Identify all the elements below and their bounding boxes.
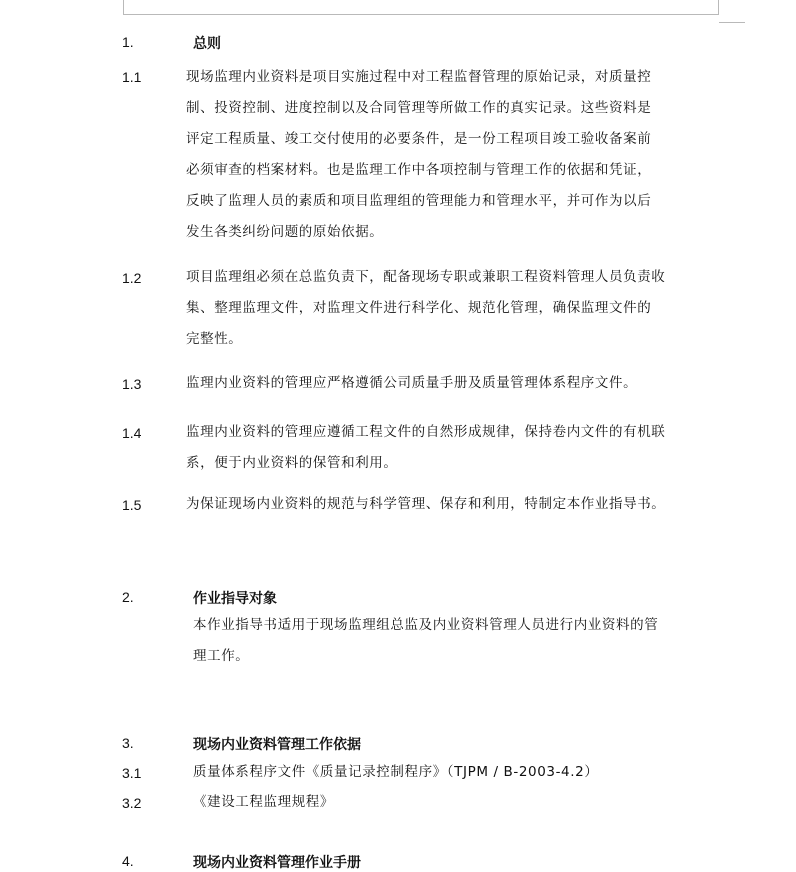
item-number: 1.5 — [122, 497, 142, 513]
margin-mark-left-vertical — [123, 0, 124, 15]
paragraph-line: 制、投资控制、进度控制以及合同管理等所做工作的真实记录。这些资料是 — [186, 100, 652, 116]
section-heading: 现场内业资料管理作业手册 — [193, 855, 361, 871]
paragraph-line: 质量体系程序文件《质量记录控制程序》（TJPM / B-2003-4.2） — [193, 764, 599, 780]
paragraph-line: 系，便于内业资料的保管和利用。 — [186, 455, 398, 471]
paragraph — [186, 62, 720, 248]
item-number: 3.1 — [122, 765, 142, 781]
section-heading: 作业指导对象 — [193, 591, 277, 607]
paragraph — [186, 489, 720, 520]
paragraph-line: 本作业指导书适用于现场监理组总监及内业资料管理人员进行内业资料的管 — [193, 617, 659, 633]
paragraph-line: 理工作。 — [193, 648, 250, 664]
paragraph-line: 监理内业资料的管理应严格遵循公司质量手册及质量管理体系程序文件。 — [186, 375, 638, 391]
section-number: 2. — [122, 589, 134, 605]
paragraph-line: 项目监理组必须在总监负责下，配备现场专职或兼职工程资料管理人员负责收 — [186, 269, 666, 285]
section-heading: 现场内业资料管理工作依据 — [193, 737, 361, 753]
paragraph-line: 评定工程质量、竣工交付使用的必要条件，是一份工程项目竣工验收备案前 — [186, 131, 652, 147]
section-number: 1. — [122, 34, 134, 50]
paragraph-line: 集、整理监理文件，对监理文件进行科学化、规范化管理，确保监理文件的 — [186, 300, 652, 316]
item-number: 1.4 — [122, 425, 142, 441]
margin-mark-top-rule — [123, 14, 719, 15]
section-heading: 总则 — [193, 36, 221, 52]
section-number: 4. — [122, 853, 134, 869]
paragraph-line: 现场监理内业资料是项目实施过程中对工程监督管理的原始记录，对质量控 — [186, 69, 652, 85]
paragraph — [193, 610, 720, 672]
section-number: 3. — [122, 735, 134, 751]
paragraph-line: 完整性。 — [186, 331, 243, 347]
paragraph — [186, 262, 720, 355]
paragraph-line: 必须审查的档案材料。也是监理工作中各项控制与管理工作的依据和凭证， — [186, 162, 652, 178]
margin-mark-right-vertical — [718, 0, 719, 15]
paragraph — [193, 757, 720, 788]
margin-mark-right-horizontal — [719, 22, 745, 23]
paragraph-line: 反映了监理人员的素质和项目监理组的管理能力和管理水平，并可作为以后 — [186, 193, 652, 209]
item-number: 1.2 — [122, 270, 142, 286]
item-number: 3.2 — [122, 795, 142, 811]
item-number: 1.1 — [122, 69, 142, 85]
item-number: 1.3 — [122, 376, 142, 392]
paragraph-line: 《建设工程监理规程》 — [193, 794, 334, 810]
paragraph — [193, 787, 720, 818]
paragraph — [186, 368, 720, 399]
paragraph-line: 为保证现场内业资料的规范与科学管理、保存和利用，特制定本作业指导书。 — [186, 496, 666, 512]
paragraph-line: 发生各类纠纷问题的原始依据。 — [186, 224, 384, 240]
paragraph — [186, 417, 720, 479]
paragraph-line: 监理内业资料的管理应遵循工程文件的自然形成规律，保持卷内文件的有机联 — [186, 424, 666, 440]
